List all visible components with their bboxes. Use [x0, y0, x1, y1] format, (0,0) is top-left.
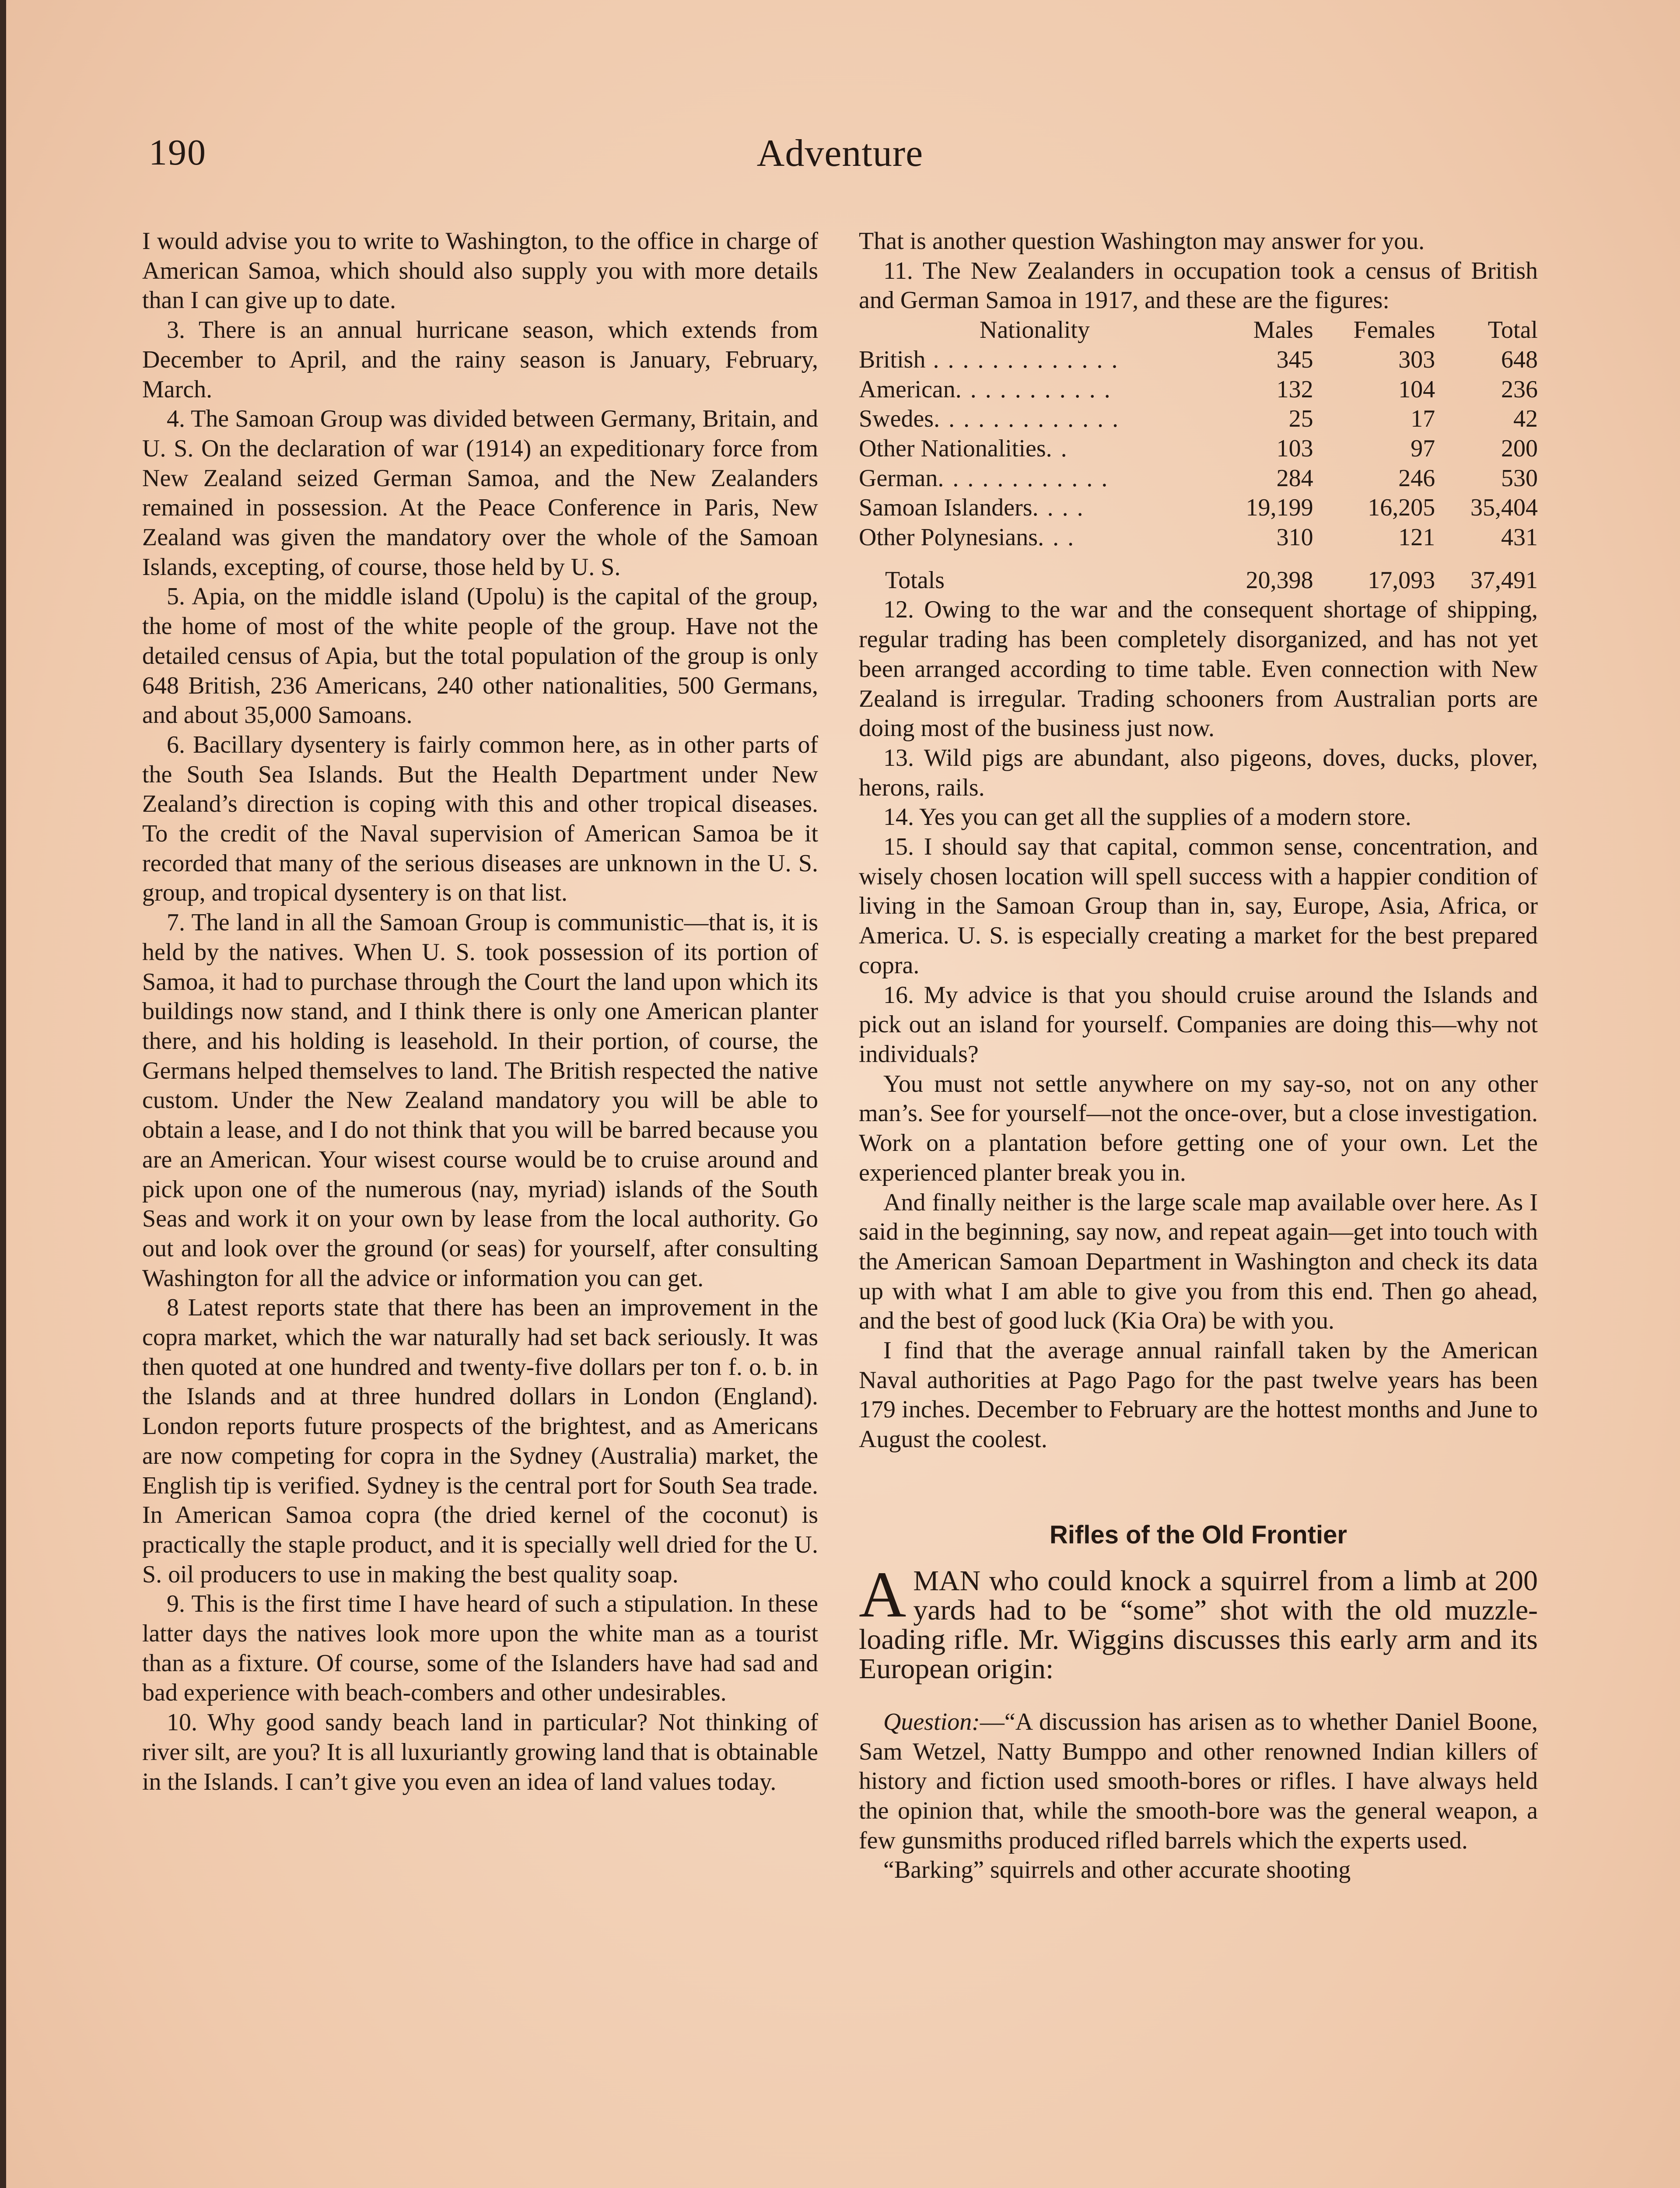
females-cell: 104: [1398, 375, 1435, 403]
total-cell: 530: [1501, 464, 1538, 492]
nationality-name: Other Nationalities: [859, 435, 1046, 462]
males-cell: 345: [1276, 346, 1313, 373]
males-cell: 19,199: [1246, 494, 1313, 522]
leader-dots: . . .: [1038, 524, 1075, 551]
paragraph: I would advise you to write to Washington, to the office in charge of American Samoa, which should also supply you with more details than I can give up to date.: [142, 228, 818, 314]
header-males: Males: [1253, 316, 1313, 344]
leader-dots: . . . .: [1032, 494, 1085, 522]
nationality-cell: [859, 404, 1211, 434]
census-table: [859, 316, 1538, 595]
paragraph: 7. The land in all the Samoan Group is communistic—that is, it is held by the natives. When U. S. took possession of its portion of Samoa, it had to purchase through the Court the land upon which its buildings now stand, and I think there is only one American planter there, and his holding is leasehold. In their portion, of course, the Germans helped themselves to land. The British respected the native custom. Under the New Zealand mandatory you will be able to obtain a lease, and I do not think that you will be barred because you are an American. Your wisest course would be to cruise around and pick upon one of the numerous (nay, myriad) islands of the South Seas and work it on your own by lease from the local authority. Go out and look over the ground (or seas) for yourself, after consulting Washington for all the advice or information you can get.: [142, 909, 818, 1292]
page-binding-edge: [0, 0, 6, 2188]
nationality-name: American: [859, 375, 956, 403]
header-females: Females: [1353, 316, 1435, 344]
total-cell: 42: [1513, 405, 1538, 433]
paragraph: That is another question Washington may answer for you.: [859, 228, 1425, 255]
total-cell: 431: [1501, 524, 1538, 551]
census-row: [859, 345, 1538, 375]
leader-dots: . . . . . . . . . . . . .: [925, 346, 1119, 373]
totals-label: Totals: [885, 566, 945, 594]
section-lead: [859, 1558, 1538, 1685]
census-totals-row: [859, 553, 1538, 596]
paragraph: And finally neither is the large scale map available over here. As I said in the beginning, say now, and repeat again—get into touch with the American Samoan Department in Washington and check its data up with what I am able to give you from this end. Then go ahead, and the best of good luck (Kia Ora) be with you.: [859, 1189, 1538, 1335]
leader-dots: . .: [1046, 435, 1068, 462]
question-paragraph: [859, 1708, 1538, 1856]
total-cell: 236: [1501, 375, 1538, 403]
females-cell: 303: [1398, 346, 1435, 373]
females-cell: 16,205: [1368, 494, 1435, 522]
total-cell: 200: [1501, 435, 1538, 462]
males-cell: 132: [1276, 375, 1313, 403]
nationality-cell: [859, 434, 1211, 464]
nationality-name: British: [859, 346, 926, 373]
continuation-line: “Barking” squirrels and other accurate shooting: [883, 1856, 1351, 1884]
females-cell: 17: [1410, 405, 1435, 433]
running-title: Adventure: [756, 132, 924, 175]
leader-dots: . . . . . . . . . . . . .: [934, 405, 1120, 433]
nationality-name: Other Polynesians: [859, 524, 1038, 551]
census-header-row: [859, 316, 1538, 345]
totals-total: 37,491: [1470, 566, 1538, 594]
total-cell: 648: [1501, 346, 1538, 373]
question-text: —“A discussion has arisen as to whether Daniel Boone, Sam Wetzel, Natty Bumppo and other renowned Indian killers of history and fiction used smooth-bores or rifles. I have always held the opinion that, while the smooth-bore was the general weapon, a few gunsmiths produced rifled barrels which the experts used.: [859, 1708, 1538, 1854]
nationality-cell: [859, 493, 1211, 523]
drop-cap: A: [859, 1558, 906, 1631]
census-row: [859, 464, 1538, 494]
paragraph: 11. The New Zealanders in occupation took a census of British and German Samoa in 1917, and these are the figures:: [859, 257, 1538, 314]
census-row: [859, 375, 1538, 405]
paragraph: 15. I should say that capital, common sense, concentration, and wisely chosen location will spell success with a happier condition of living in the Samoan Group than in, say, Europe, Asia, Africa, or America. U. S. is especially creating a market for the best prepared copra.: [859, 833, 1538, 979]
females-cell: 121: [1398, 524, 1435, 551]
left-column: [142, 227, 818, 1797]
males-cell: 310: [1276, 524, 1313, 551]
paragraph: 5. Apia, on the middle island (Upolu) is the capital of the group, the home of most of the white people of the group. Have not the detailed census of Apia, but the total population of the group is only 648 British, 236 Americans, 240 other nationalities, 500 Germans, and about 35,000 Samoans.: [142, 583, 818, 729]
header-total: Total: [1488, 316, 1538, 344]
question-label: Question:: [883, 1708, 980, 1736]
nationality-cell: [859, 464, 1211, 494]
paragraph: 10. Why good sandy beach land in particular? Not thinking of river silt, are you? It is all luxuriantly growing land that is obtainable in the Islands. I can’t give you even an idea of land values today.: [142, 1709, 818, 1795]
census-body: [859, 345, 1538, 553]
paragraph: 13. Wild pigs are abundant, also pigeons, doves, ducks, plover, herons, rails.: [859, 744, 1538, 801]
paragraph: 9. This is the first time I have heard of such a stipulation. In these latter days the natives look more upon the white man as a tourist than as a fixture. Of course, some of the Islanders have had sad and bad experience with beach-combers and other undesirables.: [142, 1590, 818, 1707]
paragraph: 12. Owing to the war and the consequent shortage of shipping, regular trading has been completely disorganized, and has not yet been arranged according to time table. Even connection with New Zealand is irregular. Trading schooners from Australian ports are doing most of the business just now.: [859, 596, 1538, 742]
females-cell: 97: [1410, 435, 1435, 462]
males-cell: 284: [1276, 464, 1313, 492]
census-row: [859, 493, 1538, 523]
total-cell: 35,404: [1470, 494, 1538, 522]
nationality-cell: [859, 375, 1211, 405]
leader-dots: . . . . . . . . . . . .: [938, 464, 1109, 492]
nationality-name: Swedes: [859, 405, 934, 433]
right-column-intro: [859, 227, 1538, 316]
paragraph: 4. The Samoan Group was divided between Germany, Britain, and U. S. On the declaration of war (1914) an expeditionary force from New Zealand seized German Samoa, and the New Zealanders remained in possession. At the Peace Conference in Paris, New Zealand was given the mandatory over the whole of the Samoan Islands, excepting, of course, those held by U. S.: [142, 405, 818, 581]
males-cell: 103: [1276, 435, 1313, 462]
section-title: Rifles of the Old Frontier: [1050, 1520, 1347, 1549]
header-nationality: Nationality: [980, 316, 1090, 344]
males-cell: 25: [1288, 405, 1313, 433]
females-cell: 246: [1398, 464, 1435, 492]
paragraph: I find that the average annual rainfall taken by the American Naval authorities at Pago Pago for the past twelve years has been 179 inches. December to February are the hottest months and June to August the coolest.: [859, 1337, 1538, 1453]
nationality-cell: [859, 345, 1211, 375]
paragraph: You must not settle anywhere on my say-so, not on any other man’s. See for yourself—not the once-over, but a close investigation. Work on a plantation before getting one of your own. Let the experienced planter break you in.: [859, 1070, 1538, 1186]
nationality-name: Samoan Islanders: [859, 494, 1032, 522]
census-row: [859, 434, 1538, 464]
paragraph: 8 Latest reports state that there has been an improvement in the copra market, which the war naturally had set back seriously. It was then quoted at one hundred and twenty-five dollars per ton f. o. b. in the Islands and at three hundred dollars in London (England). London reports future prospects of the brightest, and as Americans are now competing for copra in the Sydney (Australia) market, the English tip is verified. Sydney is the central port for South Sea trade. In American Samoa copra (the dried kernel of the coconut) is practically the staple product, and it is specially well dried for the U. S. oil producers to use in making the best quality soap.: [142, 1294, 818, 1588]
totals-females: 17,093: [1368, 566, 1435, 594]
paragraph: 3. There is an annual hurricane season, which extends from December to April, and the rainy season is January, February, March.: [142, 316, 818, 403]
right-column-body: [859, 595, 1538, 1454]
paragraph: 16. My advice is that you should cruise around the Islands and pick out an island for yourself. Companies are doing this—why not individuals?: [859, 981, 1538, 1068]
lead-text: MAN who could knock a squirrel from a limb at 200 yards had to be “some” shot with the old muzzle-loading rifle. Mr. Wiggins discusses this early arm and its European origin:: [859, 1564, 1538, 1685]
paragraph: 14. Yes you can get all the supplies of a modern store.: [883, 803, 1411, 831]
totals-males: 20,398: [1246, 566, 1313, 594]
page-number: 190: [149, 132, 206, 173]
nationality-cell: [859, 523, 1211, 553]
paragraph: 6. Bacillary dysentery is fairly common here, as in other parts of the South Sea Islands. But the Health Department under New Zealand’s direction is coping with this and other tropical diseases. To the credit of the Naval supervision of American Samoa be it recorded that many of the serious diseases are unknown in the U. S. group, and tropical dysentery is on that list.: [142, 731, 818, 907]
census-row: [859, 523, 1538, 553]
census-row: [859, 404, 1538, 434]
nationality-name: German: [859, 464, 938, 492]
leader-dots: . . . . . . . . . . .: [955, 375, 1112, 403]
right-column: [859, 227, 1538, 1885]
